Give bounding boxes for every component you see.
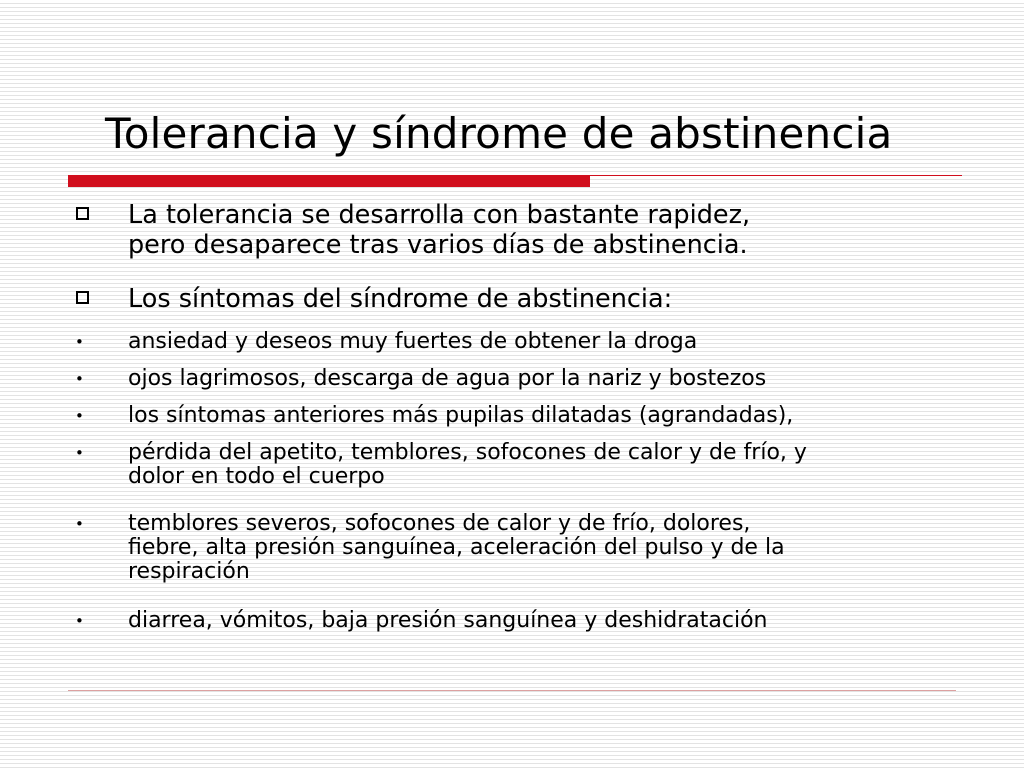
dot-bullet-icon: • [75,370,84,388]
sub-bullet-item [75,329,978,354]
sub-bullet-item [75,511,978,584]
dot-bullet-icon: • [75,515,84,533]
square-bullet-icon [76,207,89,220]
sub-bullet-item [75,366,978,391]
sub-bullet-item [75,608,978,633]
bullet-text-line: respiración [128,559,250,584]
dot-bullet-icon: • [75,407,84,425]
bullet-text-line: pero desaparece tras varios días de abstinencia. [128,230,748,260]
bullet-text-line: La tolerancia se desarrolla con bastante rapidez, [128,200,751,230]
bullet-text-line: Los síntomas del síndrome de abstinencia: [128,284,673,314]
bullet-text-line: temblores severos, sofocones de calor y de frío, dolores, [128,511,751,536]
bullet-text-line: pérdida del apetito, temblores, sofocones de calor y de frío, y [128,440,807,465]
bullet-text-line: ojos lagrimosos, descarga de agua por la nariz y bostezos [128,366,767,391]
bullet-text-line: los síntomas anteriores más pupilas dilatadas (agrandadas), [128,403,794,428]
dot-bullet-icon: • [75,333,84,351]
bullet-text-line: dolor en todo el cuerpo [128,464,385,489]
bullet-text-line: fiebre, alta presión sanguínea, aceleración del pulso y de la [128,535,785,560]
bullet-text-line: ansiedad y deseos muy fuertes de obtener la droga [128,329,698,354]
footer-divider [68,690,956,691]
bullet-item [128,200,978,260]
sub-bullet-item [75,403,978,428]
sub-bullet-item [75,440,978,489]
dot-bullet-icon: • [75,444,84,462]
dot-bullet-icon: • [75,612,84,630]
bullet-text-line: diarrea, vómitos, baja presión sanguínea y deshidratación [128,608,768,633]
slide-title: Tolerancia y síndrome de abstinencia [105,109,893,158]
square-bullet-icon [76,291,89,304]
bullet-item [128,284,978,314]
